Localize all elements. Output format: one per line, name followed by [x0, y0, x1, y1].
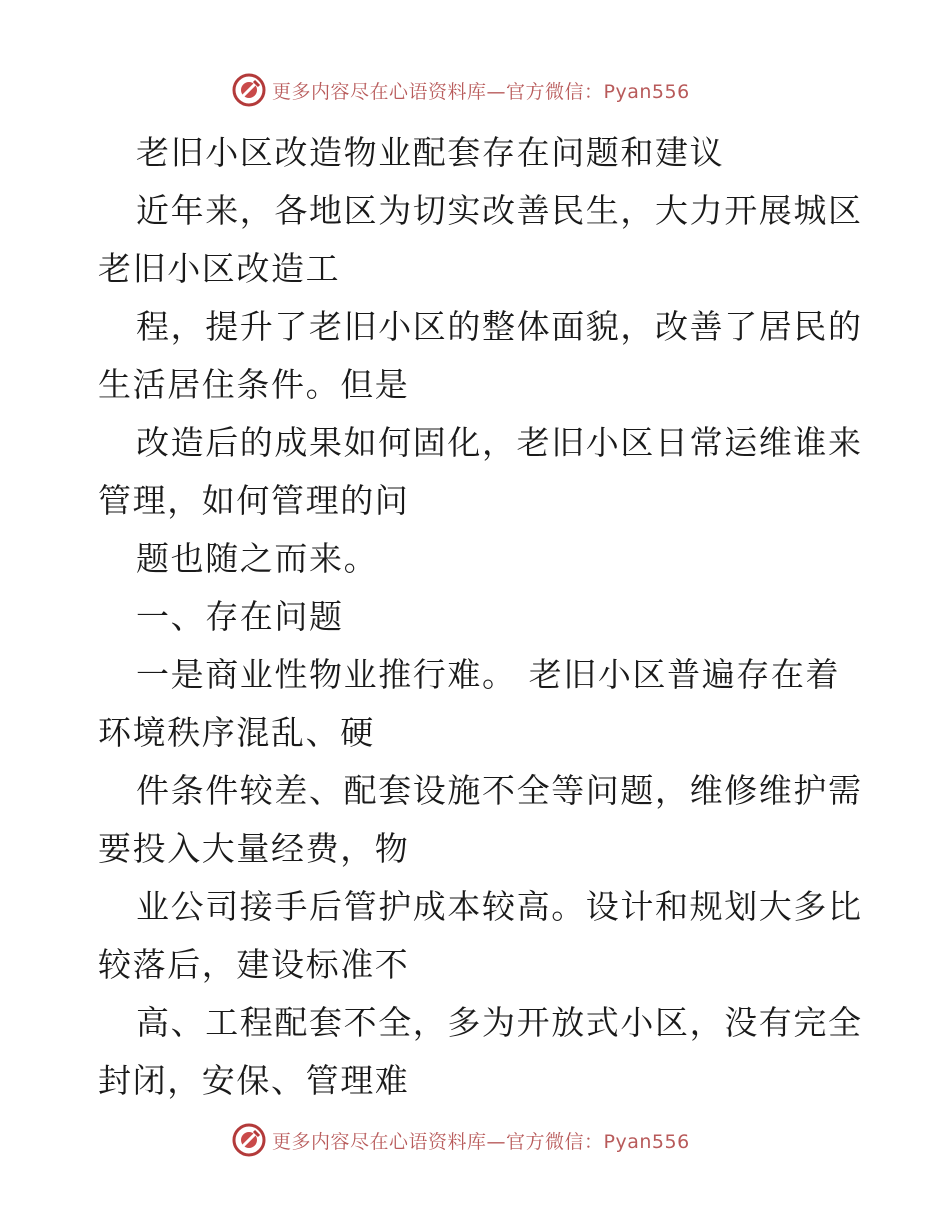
- footer-watermark: [232, 1122, 690, 1158]
- paragraph-line: 管理，如何管理的问: [98, 481, 410, 520]
- paragraph-line: 程，提升了老旧小区的整体面貌，改善了居民的: [136, 307, 863, 346]
- paragraph-line: 环境秩序混乱、硬: [98, 713, 375, 752]
- watermark-text: 更多内容尽在心语资料库—官方微信：Pyan556: [272, 80, 690, 103]
- paragraph-line: 封闭，安保、管理难: [98, 1061, 410, 1100]
- paragraph-line: 业公司接手后管护成本较高。设计和规划大多比: [136, 887, 863, 926]
- paragraph-line: 生活居住条件。但是: [98, 365, 410, 404]
- paragraph-line: 较落后，建设标准不: [98, 945, 410, 984]
- paragraph-line: 题也随之而来。: [136, 539, 379, 578]
- section-heading: 一、存在问题: [136, 597, 344, 636]
- paragraph-line: 改造后的成果如何固化，老旧小区日常运维谁来: [136, 423, 863, 462]
- paragraph-line: 要投入大量经费，物: [98, 829, 410, 868]
- document-title: 老旧小区改造物业配套存在问题和建议: [136, 133, 725, 172]
- document-body: [98, 124, 863, 1110]
- paragraph-line: 老旧小区改造工: [98, 249, 341, 288]
- logo-icon: [232, 73, 266, 107]
- paragraph-line: 近年来，各地区为切实改善民生，大力开展城区: [136, 191, 863, 230]
- paragraph-line: 件条件较差、配套设施不全等问题，维修维护需: [136, 771, 863, 810]
- paragraph-line: 高、工程配套不全，多为开放式小区，没有完全: [136, 1003, 863, 1042]
- logo-icon: [232, 1123, 266, 1157]
- header-watermark: [232, 72, 690, 108]
- paragraph-line: 一是商业性物业推行难。 老旧小区普遍存在着: [136, 655, 841, 694]
- watermark-text: 更多内容尽在心语资料库—官方微信：Pyan556: [272, 1130, 690, 1153]
